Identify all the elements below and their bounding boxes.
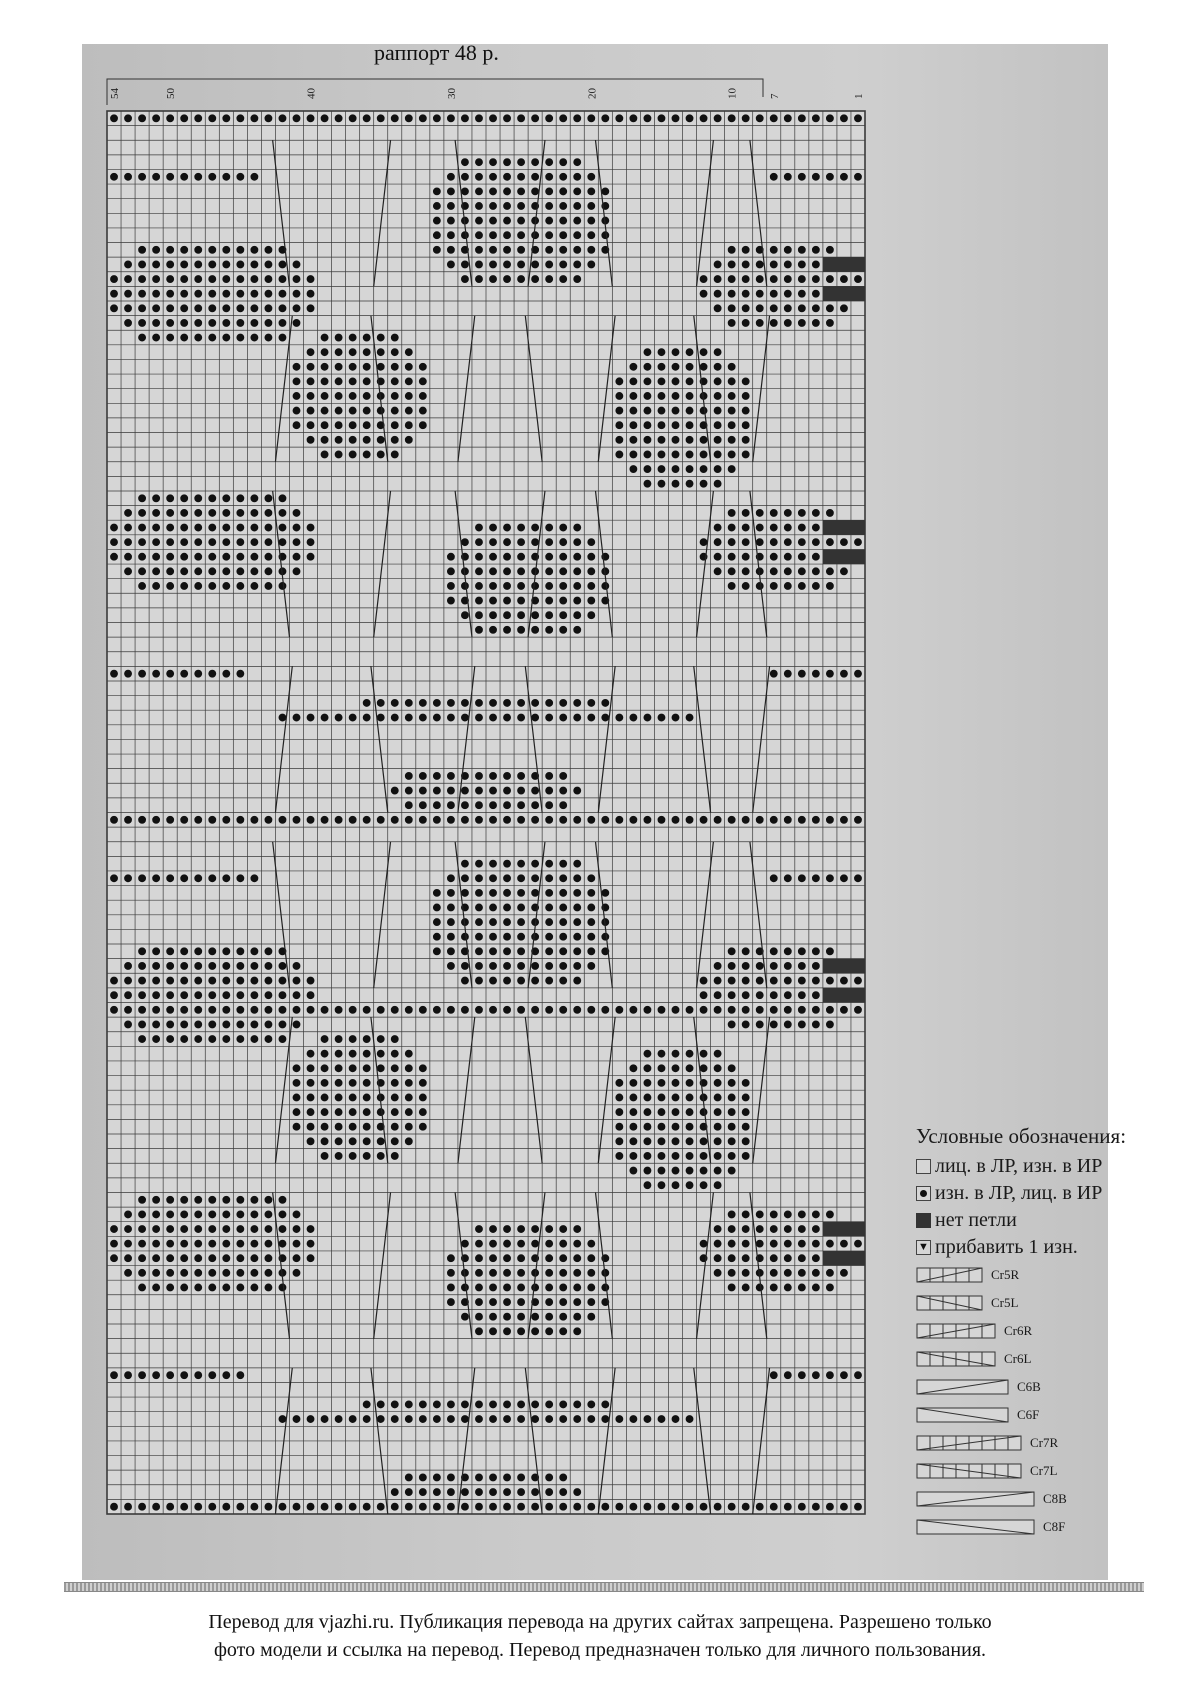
column-number: 30 [445,88,458,99]
cable-symbol-icon [916,1295,983,1311]
increase-triangle-icon: ▼ [916,1240,931,1255]
cable-symbol-icon [916,1267,983,1283]
column-number: 1 [853,93,865,99]
no-stitch-icon [916,1213,931,1228]
cable-label: C6F [1017,1407,1040,1422]
cable-symbol-icon [916,1323,996,1339]
legend-purl-label: изн. в ЛР, лиц. в ИР [935,1182,1103,1204]
cable-symbol-icon [916,1407,1009,1423]
legend-cable-cr7r [916,1429,1186,1457]
legend-cable-c6f [916,1401,1186,1429]
column-ruler-bracket [107,79,763,105]
legend-purl [916,1180,1186,1207]
legend-cable-cr5l [916,1289,1186,1317]
cable-label: Cr7L [1030,1463,1058,1478]
column-number: 7 [768,93,781,99]
cable-label: Cr7R [1030,1435,1059,1450]
legend-no-stitch-label: нет петли [935,1209,1017,1231]
legend-cable-cr7l [916,1457,1186,1485]
cable-symbol-icon [916,1351,996,1367]
footer-divider [64,1582,1144,1592]
legend-increase [916,1234,1186,1261]
column-number: 54 [109,88,121,99]
legend [916,1124,1186,1541]
footer-line-2: фото модели и ссылка на перевод. Перевод предназначен только для личного пользования. [213,1639,987,1661]
purl-dot-icon [916,1186,931,1201]
legend-title: Условные обозначения: [916,1124,1127,1148]
legend-cable-c8b [916,1485,1186,1513]
cable-symbol-icon [916,1519,1035,1535]
cable-legend [916,1261,1186,1541]
cable-label: C8F [1043,1519,1066,1534]
legend-cable-cr6l [916,1345,1186,1373]
column-number: 20 [586,88,599,99]
cable-label: Cr5L [991,1295,1019,1310]
legend-knit [916,1153,1186,1180]
cable-symbol-icon [916,1379,1009,1395]
cable-label: Cr6L [1004,1351,1032,1366]
column-number: 50 [165,88,178,99]
legend-cable-cr5r [916,1261,1186,1289]
cable-symbol-icon [916,1435,1022,1451]
legend-increase-label: прибавить 1 изн. [935,1236,1078,1258]
cable-label: Cr6R [1004,1323,1033,1338]
cable-label: C6B [1017,1379,1041,1394]
knit-square-icon [916,1159,931,1174]
cable-label: C8B [1043,1491,1067,1506]
cable-symbol-icon [916,1491,1035,1507]
legend-no-stitch [916,1207,1186,1234]
legend-cable-c8f [916,1513,1186,1541]
column-number: 40 [305,88,318,99]
legend-knit-label: лиц. в ЛР, изн. в ИР [935,1155,1103,1177]
legend-cable-cr6r [916,1317,1186,1345]
cable-symbol-icon [916,1463,1022,1479]
column-number: 10 [726,88,739,99]
repeat-title: раппорт 48 р. [374,40,499,65]
legend-cable-c6b [916,1373,1186,1401]
footer-line-1: Перевод для vjazhi.ru. Публикация перевода на других сайтах запрещена. Разрешено только [208,1611,992,1633]
cable-label: Cr5R [991,1267,1020,1282]
footer-note [60,1608,1140,1664]
